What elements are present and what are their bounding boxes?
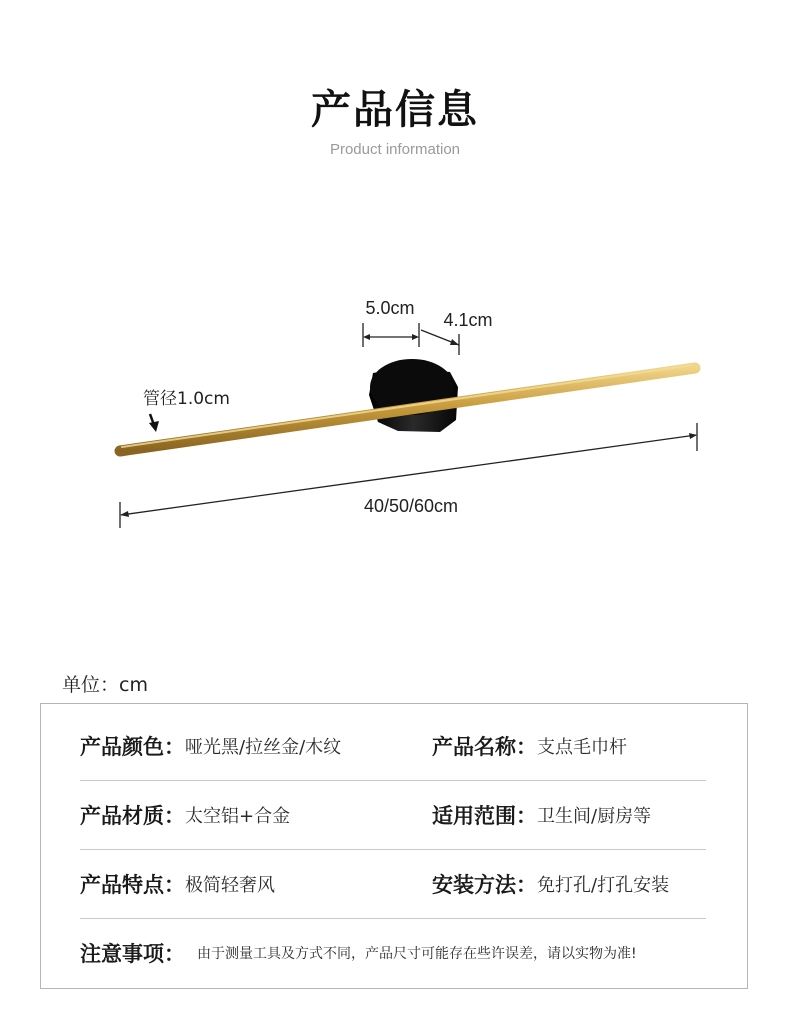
spec-label: 产品名称：	[432, 735, 537, 759]
wall-base-cylinder	[369, 359, 458, 432]
tube-diameter-arrow	[149, 414, 159, 432]
spec-label: 适用范围：	[432, 804, 537, 828]
spec-cell	[80, 781, 290, 849]
spec-cell	[432, 712, 627, 780]
base-width-label: 5.0cm	[365, 298, 415, 318]
page-title: 产品信息	[311, 87, 479, 133]
page-subtitle: Product information	[329, 141, 461, 158]
unit-label: 单位：cm	[62, 674, 148, 696]
tube-diameter-label: 管径1.0cm	[143, 389, 230, 409]
spec-row	[80, 712, 706, 781]
spec-value: 哑光黑/拉丝金/木纹	[185, 737, 342, 758]
spec-cell	[432, 850, 669, 918]
notice-cell	[80, 919, 637, 987]
spec-cell	[80, 712, 341, 780]
spec-cell	[80, 850, 275, 918]
spec-label: 安装方法：	[432, 873, 537, 897]
spec-table	[40, 703, 748, 989]
spec-value: 免打孔/打孔安装	[537, 875, 670, 896]
spec-value: 支点毛巾杆	[537, 737, 627, 758]
spec-label: 产品材质：	[80, 804, 185, 828]
length-label: 40/50/60cm	[363, 496, 459, 516]
spec-value: 卫生间/厨房等	[537, 806, 652, 827]
spec-label: 产品颜色：	[80, 735, 185, 759]
spec-row	[80, 850, 706, 919]
base-depth-label: 4.1cm	[443, 310, 493, 330]
spec-label: 产品特点：	[80, 873, 185, 897]
notice-label: 注意事项：	[80, 942, 185, 966]
spec-cell	[432, 781, 651, 849]
notice-text: 由于测量工具及方式不同，产品尺寸可能存在些许误差，请以实物为准!	[197, 946, 637, 962]
product-dimension-diagram	[0, 270, 790, 540]
notice-row	[80, 919, 706, 988]
spec-value: 太空铝+合金	[185, 806, 291, 827]
base-depth-dimension	[421, 330, 459, 355]
spec-value: 极简轻奢风	[185, 875, 275, 896]
base-width-dimension	[363, 323, 419, 347]
spec-row	[80, 781, 706, 850]
